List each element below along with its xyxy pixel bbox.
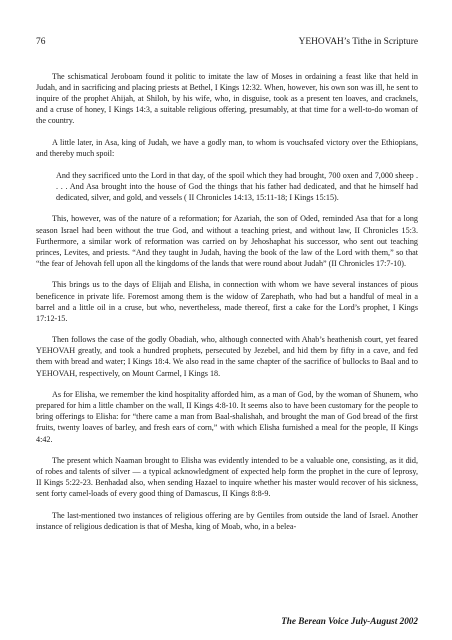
paragraph: Then follows the case of the godly Obadiah, who, although connected with Ahab’s heathenish court, yet feared YEHOVAH greatly, and took a hundred prophets, persecuted by Jezebel, and hid them by fifty in a cave, and fed them with bread and water; I Kings 18:4. We also read in the same chapter of the sacrifice of bullocks to Baal and to YEHOVAH, respectively, on Mount Carmel, I Kings 18. bbox=[36, 335, 418, 378]
page-footer: The Berean Voice July-August 2002 bbox=[281, 616, 418, 626]
page-header bbox=[36, 37, 418, 51]
paragraph: As for Elisha, we remember the kind hospitality afforded him, as a man of God, by the woman of Shunem, who prepared for him a little chamber on the wall, II Kings 4:8-10. It seems also to have been customary for the people to bring offerings to Elisha: for “there came a man from Baal-shalishah, and brought the man of God bread of the first fruits, twenty loaves of barley, and fresh ears of corn,” with which Elisha furnished a meal for the people, II Kings 4:42. bbox=[36, 390, 418, 444]
running-title: YEHOVAH’s Tithe in Scripture bbox=[298, 37, 418, 47]
paragraph: This brings us to the days of Elijah and Elisha, in connection with whom we have several instances of pious beneficence in private life. Foremost among them is the widow of Zarephath, who had but a handful of meal in a barrel and a little oil in a cruse, but who, nevertheless, made thereof, first a cake for the Lord’s prophet, I Kings 17:12-15. bbox=[36, 280, 418, 323]
page-number: 76 bbox=[36, 37, 46, 47]
paragraph: This, however, was of the nature of a reformation; for Azariah, the son of Oded, reminded Asa that for a long season Israel had been without the true God, and without a teaching priest, and without law, II Chronicles 15:3. Furthermore, a similar work of reformation was carried on by Jehoshaphat his successor, who sent out teaching princes, Levites, and priests. “And they taught in Judah, having the book of the law of the Lord with them,” so that “the fear of Jehovah fell upon all the kingdoms of the lands that were round about Judah” (II Chronicles 17:7-10). bbox=[36, 214, 418, 268]
body-text bbox=[36, 71, 418, 543]
paragraph: The present which Naaman brought to Elisha was evidently intended to be a valuable one, consisting, as it did, of robes and talents of silver — a typical acknowledgment of expected help form the prophet in the cure of leprosy, II Kings 5:22-23. Benhadad also, when sending Hazael to inquire whether his master would recover of his sickness, sent forty camel-loads of every good thing of Damascus, II Kings 8:8-9. bbox=[36, 456, 418, 499]
paragraph: A little later, in Asa, king of Judah, we have a godly man, to whom is vouchsafed victory over the Ethiopians, and thereby much spoil: bbox=[36, 137, 418, 159]
paragraph: The last-mentioned two instances of religious offering are by Gentiles from outside the land of Israel. Another instance of religious dedication is that of Mesha, king of Moab, who, in a belea- bbox=[36, 511, 418, 532]
block-quote: And they sacrificed unto the Lord in that day, of the spoil which they had brought, 700 oxen and 7,000 sheep . . . . And Asa brought into the house of God the things that his father had dedicated, and that he himself had dedicated, silver, and gold, and vessels ( II Chronicles 14:13, 15:11-18; I Kings 15:15). bbox=[56, 170, 418, 202]
paragraph: The schismatical Jeroboam found it politic to imitate the law of Moses in ordaining a feast like that held in Judah, and in sacrificing and placing priests at Bethel, I Kings 12:32. When, however, his own son was ill, he sent to inquire of the prophet Ahijah, at Shiloh, by his wife, who, in disguise, took as a present ten loaves, and cracknels, and a cruse of honey, I Kings 14:3, a suitable religious offering, presumably, at that time for a well-to-do woman of the country. bbox=[36, 72, 418, 126]
